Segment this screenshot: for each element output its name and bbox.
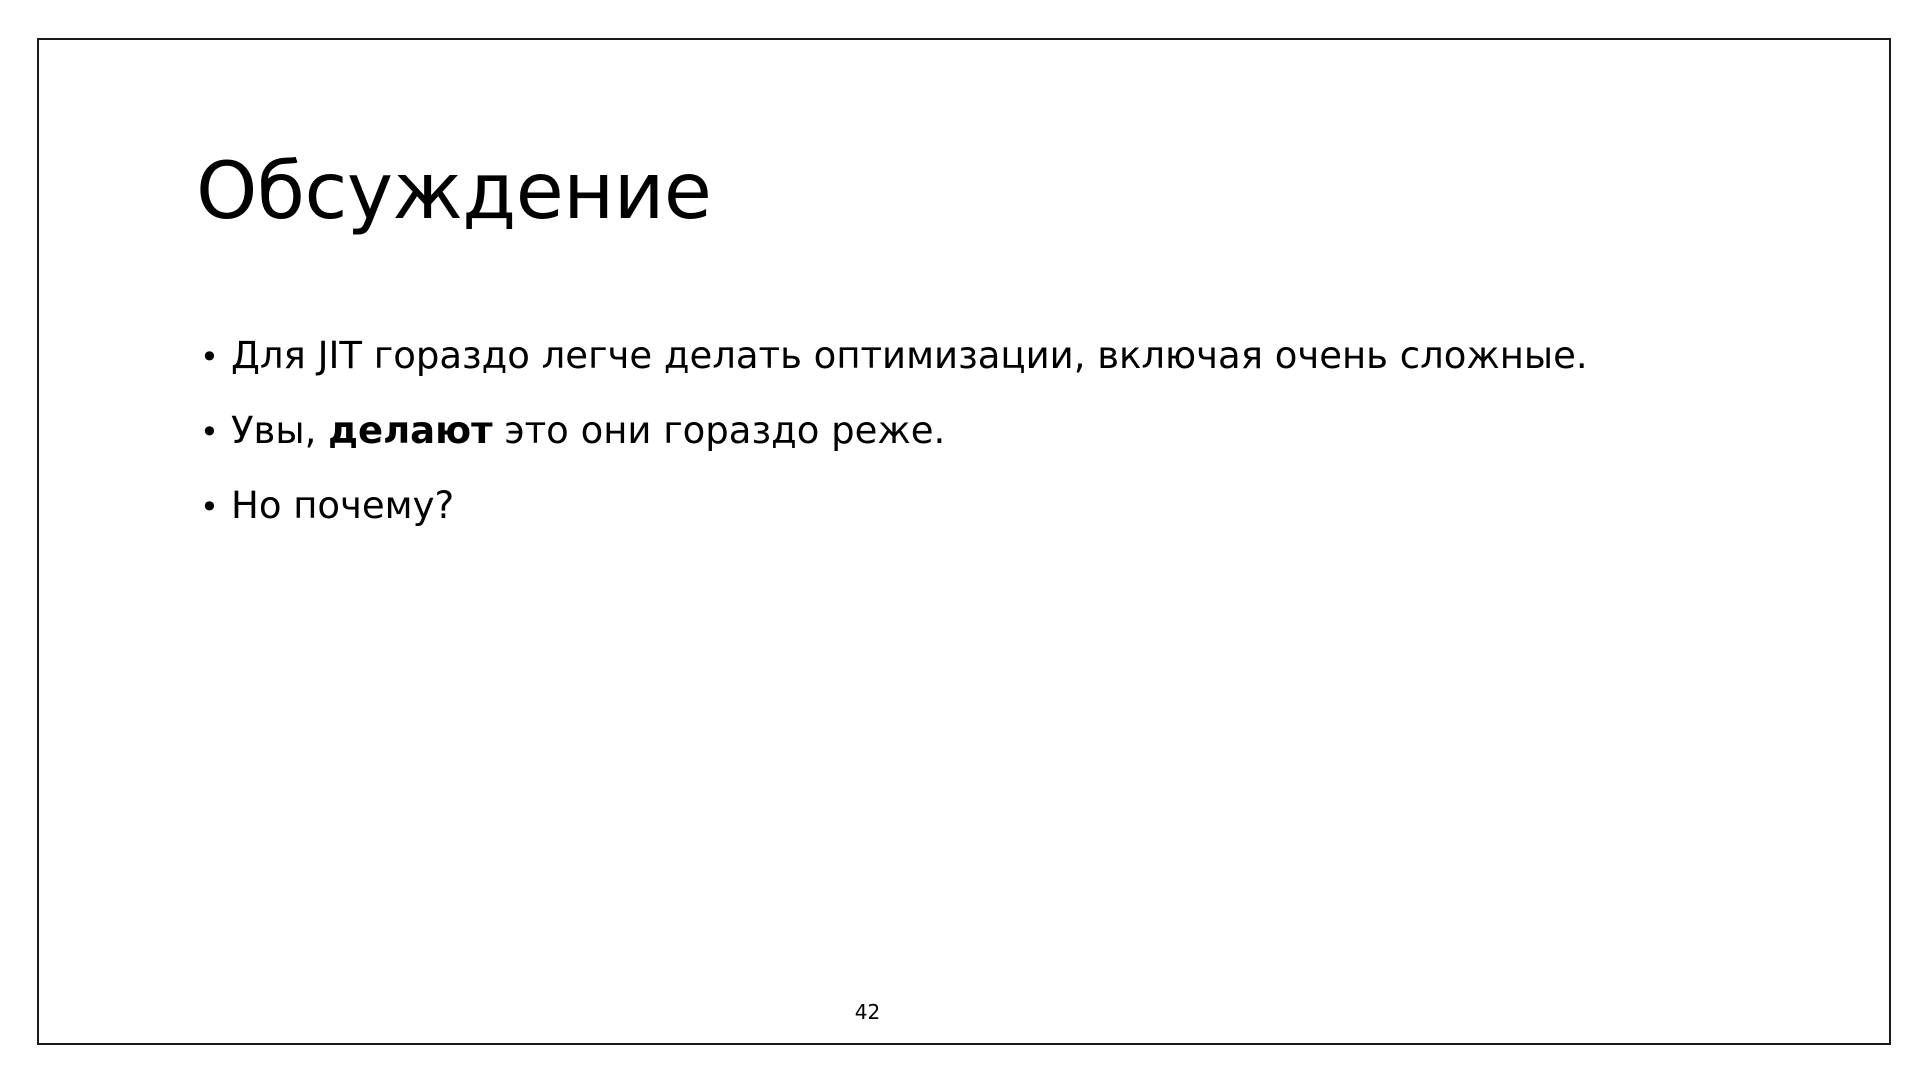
bullet-text: Для JIT гораздо легче делать оптимизации, включая очень сложные. xyxy=(231,334,1588,377)
bullet-dot-icon: • xyxy=(200,488,219,526)
bullet-text-after: это они гораздо реже. xyxy=(492,409,946,452)
bullet-dot-icon: • xyxy=(200,413,219,451)
page-number: 42 xyxy=(854,1000,881,1024)
bullet-item xyxy=(200,478,1588,553)
bullet-list xyxy=(200,328,1588,553)
bullet-text: Но почему? xyxy=(231,484,455,527)
bullet-item xyxy=(200,328,1588,403)
bullet-item xyxy=(200,403,1588,478)
bullet-dot-icon: • xyxy=(200,338,219,376)
bullet-text-bold: делают xyxy=(328,409,493,452)
bullet-text-before: Увы, xyxy=(231,409,329,452)
slide-title: Обсуждение xyxy=(196,147,712,237)
bullet-text xyxy=(231,403,945,459)
